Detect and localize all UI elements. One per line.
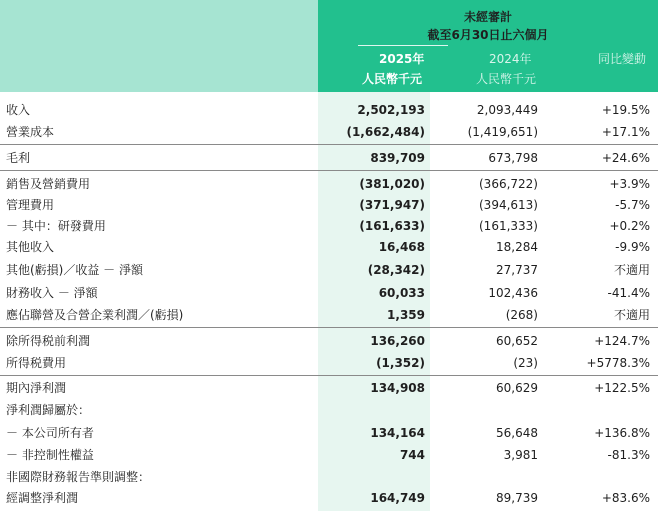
row-label: 收入 [6, 103, 31, 117]
value-2024: 89,739 [496, 491, 538, 505]
row-label: 銷售及營銷費用 [6, 177, 91, 191]
table-row [0, 467, 658, 487]
value-2024: 56,648 [496, 426, 538, 440]
col-yoy: 同比變動 [598, 52, 647, 66]
col-2024-year: 2024年 [489, 52, 532, 66]
value-yoy: -81.3% [607, 448, 650, 462]
header-title: 未經審計 [463, 10, 512, 24]
table-row [0, 353, 658, 373]
table-row [0, 283, 658, 303]
value-2024: (1,419,651) [467, 125, 538, 139]
row-label: 除所得税前利潤 [6, 334, 91, 348]
header-divider [358, 45, 448, 46]
value-yoy: +124.7% [594, 334, 650, 348]
value-2025: 164,749 [370, 491, 425, 505]
value-2024: 3,981 [503, 448, 538, 462]
row-separator [0, 170, 658, 171]
table-row [0, 195, 658, 215]
row-label: 毛利 [6, 151, 31, 165]
row-label: 其他(虧損)／收益 － 淨額 [6, 263, 143, 277]
row-label: 財務收入 － 淨額 [6, 286, 98, 300]
table-row [0, 400, 658, 420]
table-row [0, 122, 658, 142]
value-2025: (1,662,484) [346, 125, 425, 139]
table-row [0, 305, 658, 325]
row-label: 期內淨利潤 [6, 381, 67, 395]
value-yoy: -5.7% [615, 198, 650, 212]
header-period: 截至6月30日止六個月 [427, 28, 549, 42]
col-2025-unit: 人民幣千元 [362, 72, 423, 86]
value-yoy: +0.2% [609, 219, 650, 233]
value-2024: (268) [505, 308, 538, 322]
value-2025: (161,633) [359, 219, 425, 233]
value-2025: 1,359 [387, 308, 425, 322]
table-row [0, 216, 658, 236]
value-2024: 60,629 [496, 381, 538, 395]
table-row [0, 174, 658, 194]
table-row [0, 100, 658, 120]
table-row [0, 148, 658, 168]
row-label: 其他收入 [6, 240, 55, 254]
table-row [0, 331, 658, 351]
table-row [0, 488, 658, 508]
value-yoy: +19.5% [601, 103, 650, 117]
row-separator [0, 375, 658, 376]
value-yoy: 不適用 [613, 263, 650, 277]
table-row [0, 260, 658, 280]
value-2025: 134,908 [370, 381, 425, 395]
col-2025-year: 2025年 [379, 52, 425, 66]
value-yoy: -9.9% [615, 240, 650, 254]
col-2024-unit: 人民幣千元 [476, 72, 537, 86]
value-yoy: +17.1% [601, 125, 650, 139]
row-label: 管理費用 [6, 198, 55, 212]
row-label: 非國際財務報告準則調整： [6, 470, 151, 484]
table-row [0, 378, 658, 398]
row-label: 淨利潤歸屬於： [6, 403, 91, 417]
value-2025: 134,164 [370, 426, 425, 440]
value-yoy: +24.6% [601, 151, 650, 165]
value-2025: (381,020) [359, 177, 425, 191]
value-2025: 60,033 [378, 286, 425, 300]
value-yoy: +83.6% [601, 491, 650, 505]
row-label: 所得税費用 [6, 356, 67, 370]
value-2024: (23) [513, 356, 538, 370]
value-yoy: +122.5% [594, 381, 650, 395]
value-2025: 136,260 [370, 334, 425, 348]
table-row [0, 445, 658, 465]
value-yoy: +3.9% [609, 177, 650, 191]
row-label: － 非控制性權益 [6, 448, 94, 462]
row-label: 應佔聯營及合營企業利潤／(虧損) [6, 308, 184, 322]
row-label: － 本公司所有者 [6, 426, 94, 440]
value-2024: (394,613) [479, 198, 538, 212]
value-yoy: -41.4% [607, 286, 650, 300]
value-2024: (366,722) [479, 177, 538, 191]
value-2025: (371,947) [359, 198, 425, 212]
value-2024: (161,333) [479, 219, 538, 233]
value-yoy: 不適用 [613, 308, 650, 322]
table-row [0, 237, 658, 257]
value-2024: 27,737 [496, 263, 538, 277]
value-2024: 102,436 [488, 286, 538, 300]
value-yoy: +136.8% [594, 426, 650, 440]
row-label: － 其中：研發費用 [6, 219, 106, 233]
table-row [0, 423, 658, 443]
value-2025: 2,502,193 [357, 103, 425, 117]
value-2025: 839,709 [370, 151, 425, 165]
value-yoy: +5778.3% [586, 356, 650, 370]
value-2024: 18,284 [496, 240, 538, 254]
value-2024: 60,652 [496, 334, 538, 348]
header-label-area [0, 0, 318, 92]
value-2025: (28,342) [367, 263, 425, 277]
row-separator [0, 144, 658, 145]
value-2024: 2,093,449 [476, 103, 538, 117]
row-label: 營業成本 [6, 125, 55, 139]
value-2025: 16,468 [378, 240, 425, 254]
row-label: 經調整淨利潤 [6, 491, 79, 505]
value-2025: 744 [399, 448, 425, 462]
value-2025: (1,352) [376, 356, 425, 370]
value-2024: 673,798 [488, 151, 538, 165]
row-separator [0, 327, 658, 328]
